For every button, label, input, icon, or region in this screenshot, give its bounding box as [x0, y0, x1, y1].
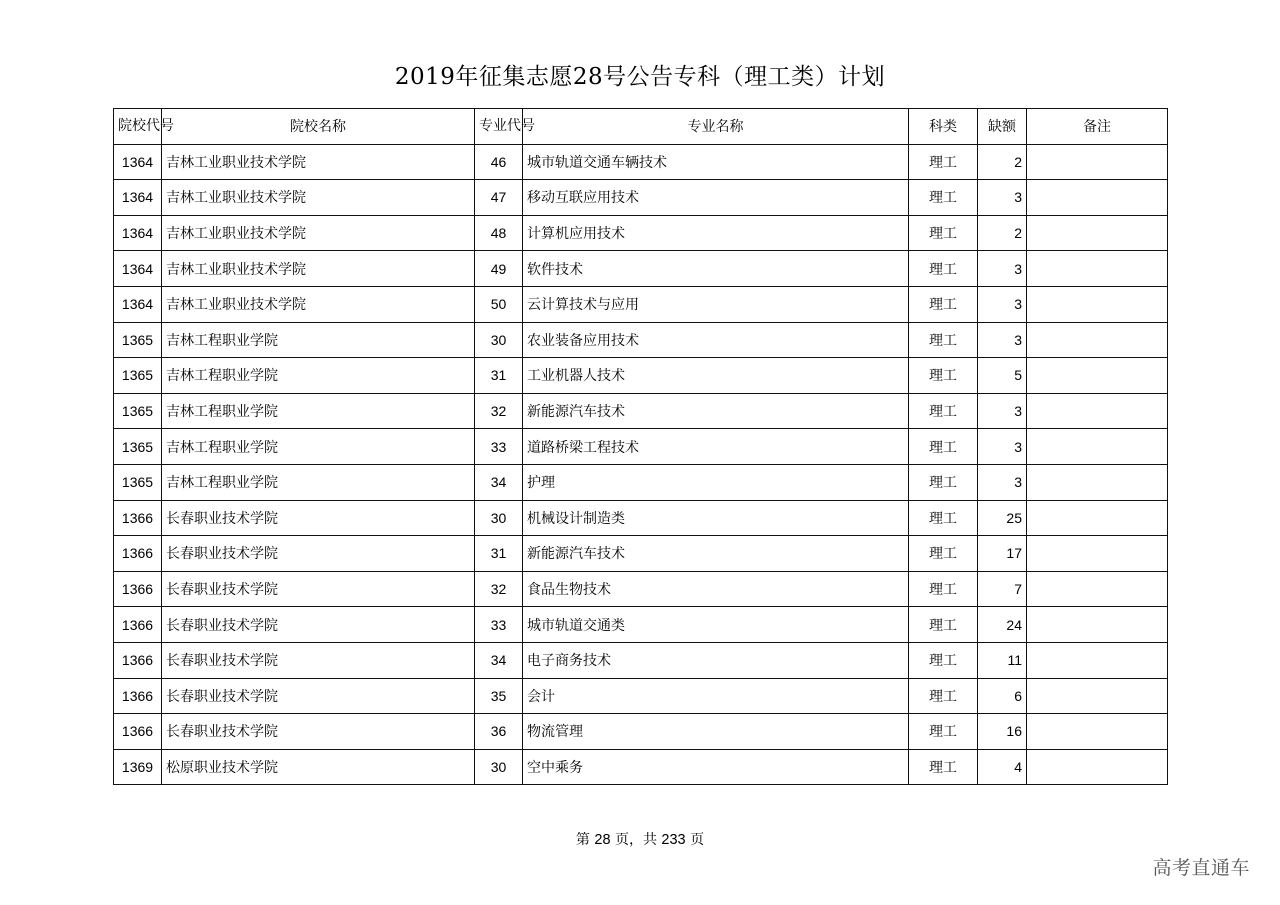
cell-major-code: 32: [475, 571, 523, 607]
cell-school-code: 1365: [114, 393, 162, 429]
table-row: [114, 571, 1168, 607]
cell-remarks: [1027, 607, 1168, 643]
cell-school-code: 1366: [114, 642, 162, 678]
cell-category: 理工: [909, 429, 978, 465]
cell-major-code: 32: [475, 393, 523, 429]
cell-remarks: [1027, 642, 1168, 678]
cell-vacancy: 2: [978, 215, 1027, 251]
table-row: [114, 180, 1168, 216]
cell-remarks: [1027, 393, 1168, 429]
cell-major-code: 33: [475, 429, 523, 465]
cell-school-name: 吉林工程职业学院: [162, 322, 475, 358]
cell-category: 理工: [909, 464, 978, 500]
cell-major-name: 空中乘务: [523, 749, 909, 785]
table-row: [114, 714, 1168, 750]
cell-school-name: 长春职业技术学院: [162, 571, 475, 607]
footer-prefix: 第: [575, 832, 590, 848]
cell-school-code: 1366: [114, 607, 162, 643]
cell-school-name: 吉林工程职业学院: [162, 393, 475, 429]
cell-major-code: 50: [475, 286, 523, 322]
cell-category: 理工: [909, 144, 978, 180]
cell-remarks: [1027, 286, 1168, 322]
cell-vacancy: 3: [978, 322, 1027, 358]
cell-major-code: 47: [475, 180, 523, 216]
table-row: [114, 322, 1168, 358]
cell-major-name: 机械设计制造类: [523, 500, 909, 536]
cell-major-name: 城市轨道交通车辆技术: [523, 144, 909, 180]
cell-vacancy: 7: [978, 571, 1027, 607]
cell-major-code: 30: [475, 749, 523, 785]
header-category: 科类: [909, 109, 978, 145]
cell-vacancy: 17: [978, 536, 1027, 572]
cell-remarks: [1027, 749, 1168, 785]
cell-vacancy: 3: [978, 393, 1027, 429]
cell-school-name: 吉林工程职业学院: [162, 464, 475, 500]
cell-major-name: 计算机应用技术: [523, 215, 909, 251]
cell-school-name: 吉林工业职业技术学院: [162, 251, 475, 287]
page-footer: [0, 829, 1280, 849]
cell-vacancy: 4: [978, 749, 1027, 785]
footer-total-pages: 233: [661, 832, 686, 848]
cell-vacancy: 3: [978, 429, 1027, 465]
table-row: [114, 215, 1168, 251]
cell-remarks: [1027, 571, 1168, 607]
cell-category: 理工: [909, 714, 978, 750]
cell-category: 理工: [909, 393, 978, 429]
cell-remarks: [1027, 322, 1168, 358]
cell-major-name: 移动互联应用技术: [523, 180, 909, 216]
cell-remarks: [1027, 180, 1168, 216]
cell-school-code: 1364: [114, 215, 162, 251]
cell-school-code: 1364: [114, 251, 162, 287]
table-row: [114, 607, 1168, 643]
cell-school-code: 1366: [114, 678, 162, 714]
watermark-text: 高考直通车: [1152, 857, 1250, 879]
cell-major-code: 30: [475, 322, 523, 358]
cell-major-code: 31: [475, 358, 523, 394]
cell-school-name: 长春职业技术学院: [162, 500, 475, 536]
table-row: [114, 393, 1168, 429]
cell-school-name: 长春职业技术学院: [162, 536, 475, 572]
cell-major-name: 农业装备应用技术: [523, 322, 909, 358]
footer-middle: 页，共: [614, 832, 657, 848]
cell-remarks: [1027, 251, 1168, 287]
cell-category: 理工: [909, 500, 978, 536]
cell-category: 理工: [909, 536, 978, 572]
table-row: [114, 286, 1168, 322]
cell-school-code: 1366: [114, 571, 162, 607]
cell-category: 理工: [909, 286, 978, 322]
cell-school-name: 长春职业技术学院: [162, 678, 475, 714]
table-row: [114, 536, 1168, 572]
cell-category: 理工: [909, 749, 978, 785]
cell-remarks: [1027, 500, 1168, 536]
cell-vacancy: 16: [978, 714, 1027, 750]
table-row: [114, 429, 1168, 465]
cell-school-code: 1366: [114, 536, 162, 572]
cell-major-code: 46: [475, 144, 523, 180]
cell-school-name: 吉林工程职业学院: [162, 358, 475, 394]
cell-category: 理工: [909, 607, 978, 643]
header-major-code: 专业代号: [475, 109, 523, 145]
cell-vacancy: 3: [978, 180, 1027, 216]
cell-major-name: 城市轨道交通类: [523, 607, 909, 643]
cell-remarks: [1027, 144, 1168, 180]
cell-school-code: 1364: [114, 144, 162, 180]
cell-school-name: 吉林工业职业技术学院: [162, 215, 475, 251]
cell-vacancy: 3: [978, 251, 1027, 287]
cell-school-name: 长春职业技术学院: [162, 642, 475, 678]
cell-school-name: 松原职业技术学院: [162, 749, 475, 785]
cell-major-name: 电子商务技术: [523, 642, 909, 678]
table-row: [114, 251, 1168, 287]
cell-remarks: [1027, 714, 1168, 750]
cell-category: 理工: [909, 215, 978, 251]
cell-category: 理工: [909, 571, 978, 607]
cell-school-name: 吉林工业职业技术学院: [162, 144, 475, 180]
cell-major-code: 36: [475, 714, 523, 750]
cell-school-name: 吉林工业职业技术学院: [162, 180, 475, 216]
cell-major-name: 新能源汽车技术: [523, 536, 909, 572]
cell-school-name: 长春职业技术学院: [162, 714, 475, 750]
cell-school-code: 1364: [114, 286, 162, 322]
cell-remarks: [1027, 536, 1168, 572]
cell-category: 理工: [909, 251, 978, 287]
cell-vacancy: 25: [978, 500, 1027, 536]
cell-vacancy: 2: [978, 144, 1027, 180]
cell-remarks: [1027, 215, 1168, 251]
cell-vacancy: 11: [978, 642, 1027, 678]
cell-school-code: 1366: [114, 714, 162, 750]
table-row: [114, 642, 1168, 678]
cell-major-code: 34: [475, 464, 523, 500]
cell-major-name: 工业机器人技术: [523, 358, 909, 394]
cell-major-code: 31: [475, 536, 523, 572]
cell-vacancy: 5: [978, 358, 1027, 394]
page-title: 2019年征集志愿28号公告专科（理工类）计划: [394, 64, 886, 90]
cell-vacancy: 6: [978, 678, 1027, 714]
table-row: [114, 464, 1168, 500]
cell-category: 理工: [909, 180, 978, 216]
cell-major-name: 软件技术: [523, 251, 909, 287]
cell-school-name: 长春职业技术学院: [162, 607, 475, 643]
cell-category: 理工: [909, 358, 978, 394]
cell-major-name: 新能源汽车技术: [523, 393, 909, 429]
cell-school-name: 吉林工业职业技术学院: [162, 286, 475, 322]
cell-school-name: 吉林工程职业学院: [162, 429, 475, 465]
cell-category: 理工: [909, 322, 978, 358]
cell-major-name: 护理: [523, 464, 909, 500]
cell-major-code: 30: [475, 500, 523, 536]
header-school-code: 院校代号: [114, 109, 162, 145]
cell-major-name: 物流管理: [523, 714, 909, 750]
table-row: [114, 358, 1168, 394]
cell-major-code: 34: [475, 642, 523, 678]
cell-major-code: 48: [475, 215, 523, 251]
cell-major-name: 食品生物技术: [523, 571, 909, 607]
footer-page-number: 28: [594, 832, 611, 848]
cell-school-code: 1365: [114, 429, 162, 465]
cell-school-code: 1365: [114, 358, 162, 394]
table-body: [114, 144, 1168, 785]
cell-category: 理工: [909, 642, 978, 678]
table-row: [114, 144, 1168, 180]
cell-vacancy: 3: [978, 286, 1027, 322]
table-row: [114, 500, 1168, 536]
cell-school-code: 1365: [114, 464, 162, 500]
cell-vacancy: 3: [978, 464, 1027, 500]
admission-plan-table: [113, 108, 1168, 785]
cell-school-code: 1366: [114, 500, 162, 536]
footer-suffix: 页: [690, 832, 705, 848]
cell-school-code: 1364: [114, 180, 162, 216]
cell-major-name: 会计: [523, 678, 909, 714]
cell-major-code: 49: [475, 251, 523, 287]
cell-vacancy: 24: [978, 607, 1027, 643]
cell-category: 理工: [909, 678, 978, 714]
cell-major-code: 33: [475, 607, 523, 643]
header-school-name: 院校名称: [162, 109, 475, 145]
cell-major-name: 云计算技术与应用: [523, 286, 909, 322]
cell-major-name: 道路桥梁工程技术: [523, 429, 909, 465]
cell-remarks: [1027, 358, 1168, 394]
cell-school-code: 1369: [114, 749, 162, 785]
cell-major-code: 35: [475, 678, 523, 714]
table-row: [114, 749, 1168, 785]
header-remarks: 备注: [1027, 109, 1168, 145]
header-vacancy: 缺额: [978, 109, 1027, 145]
cell-remarks: [1027, 429, 1168, 465]
cell-school-code: 1365: [114, 322, 162, 358]
table-row: [114, 678, 1168, 714]
cell-remarks: [1027, 678, 1168, 714]
cell-remarks: [1027, 464, 1168, 500]
table-header-row: [114, 109, 1168, 145]
header-major-name: 专业名称: [523, 109, 909, 145]
